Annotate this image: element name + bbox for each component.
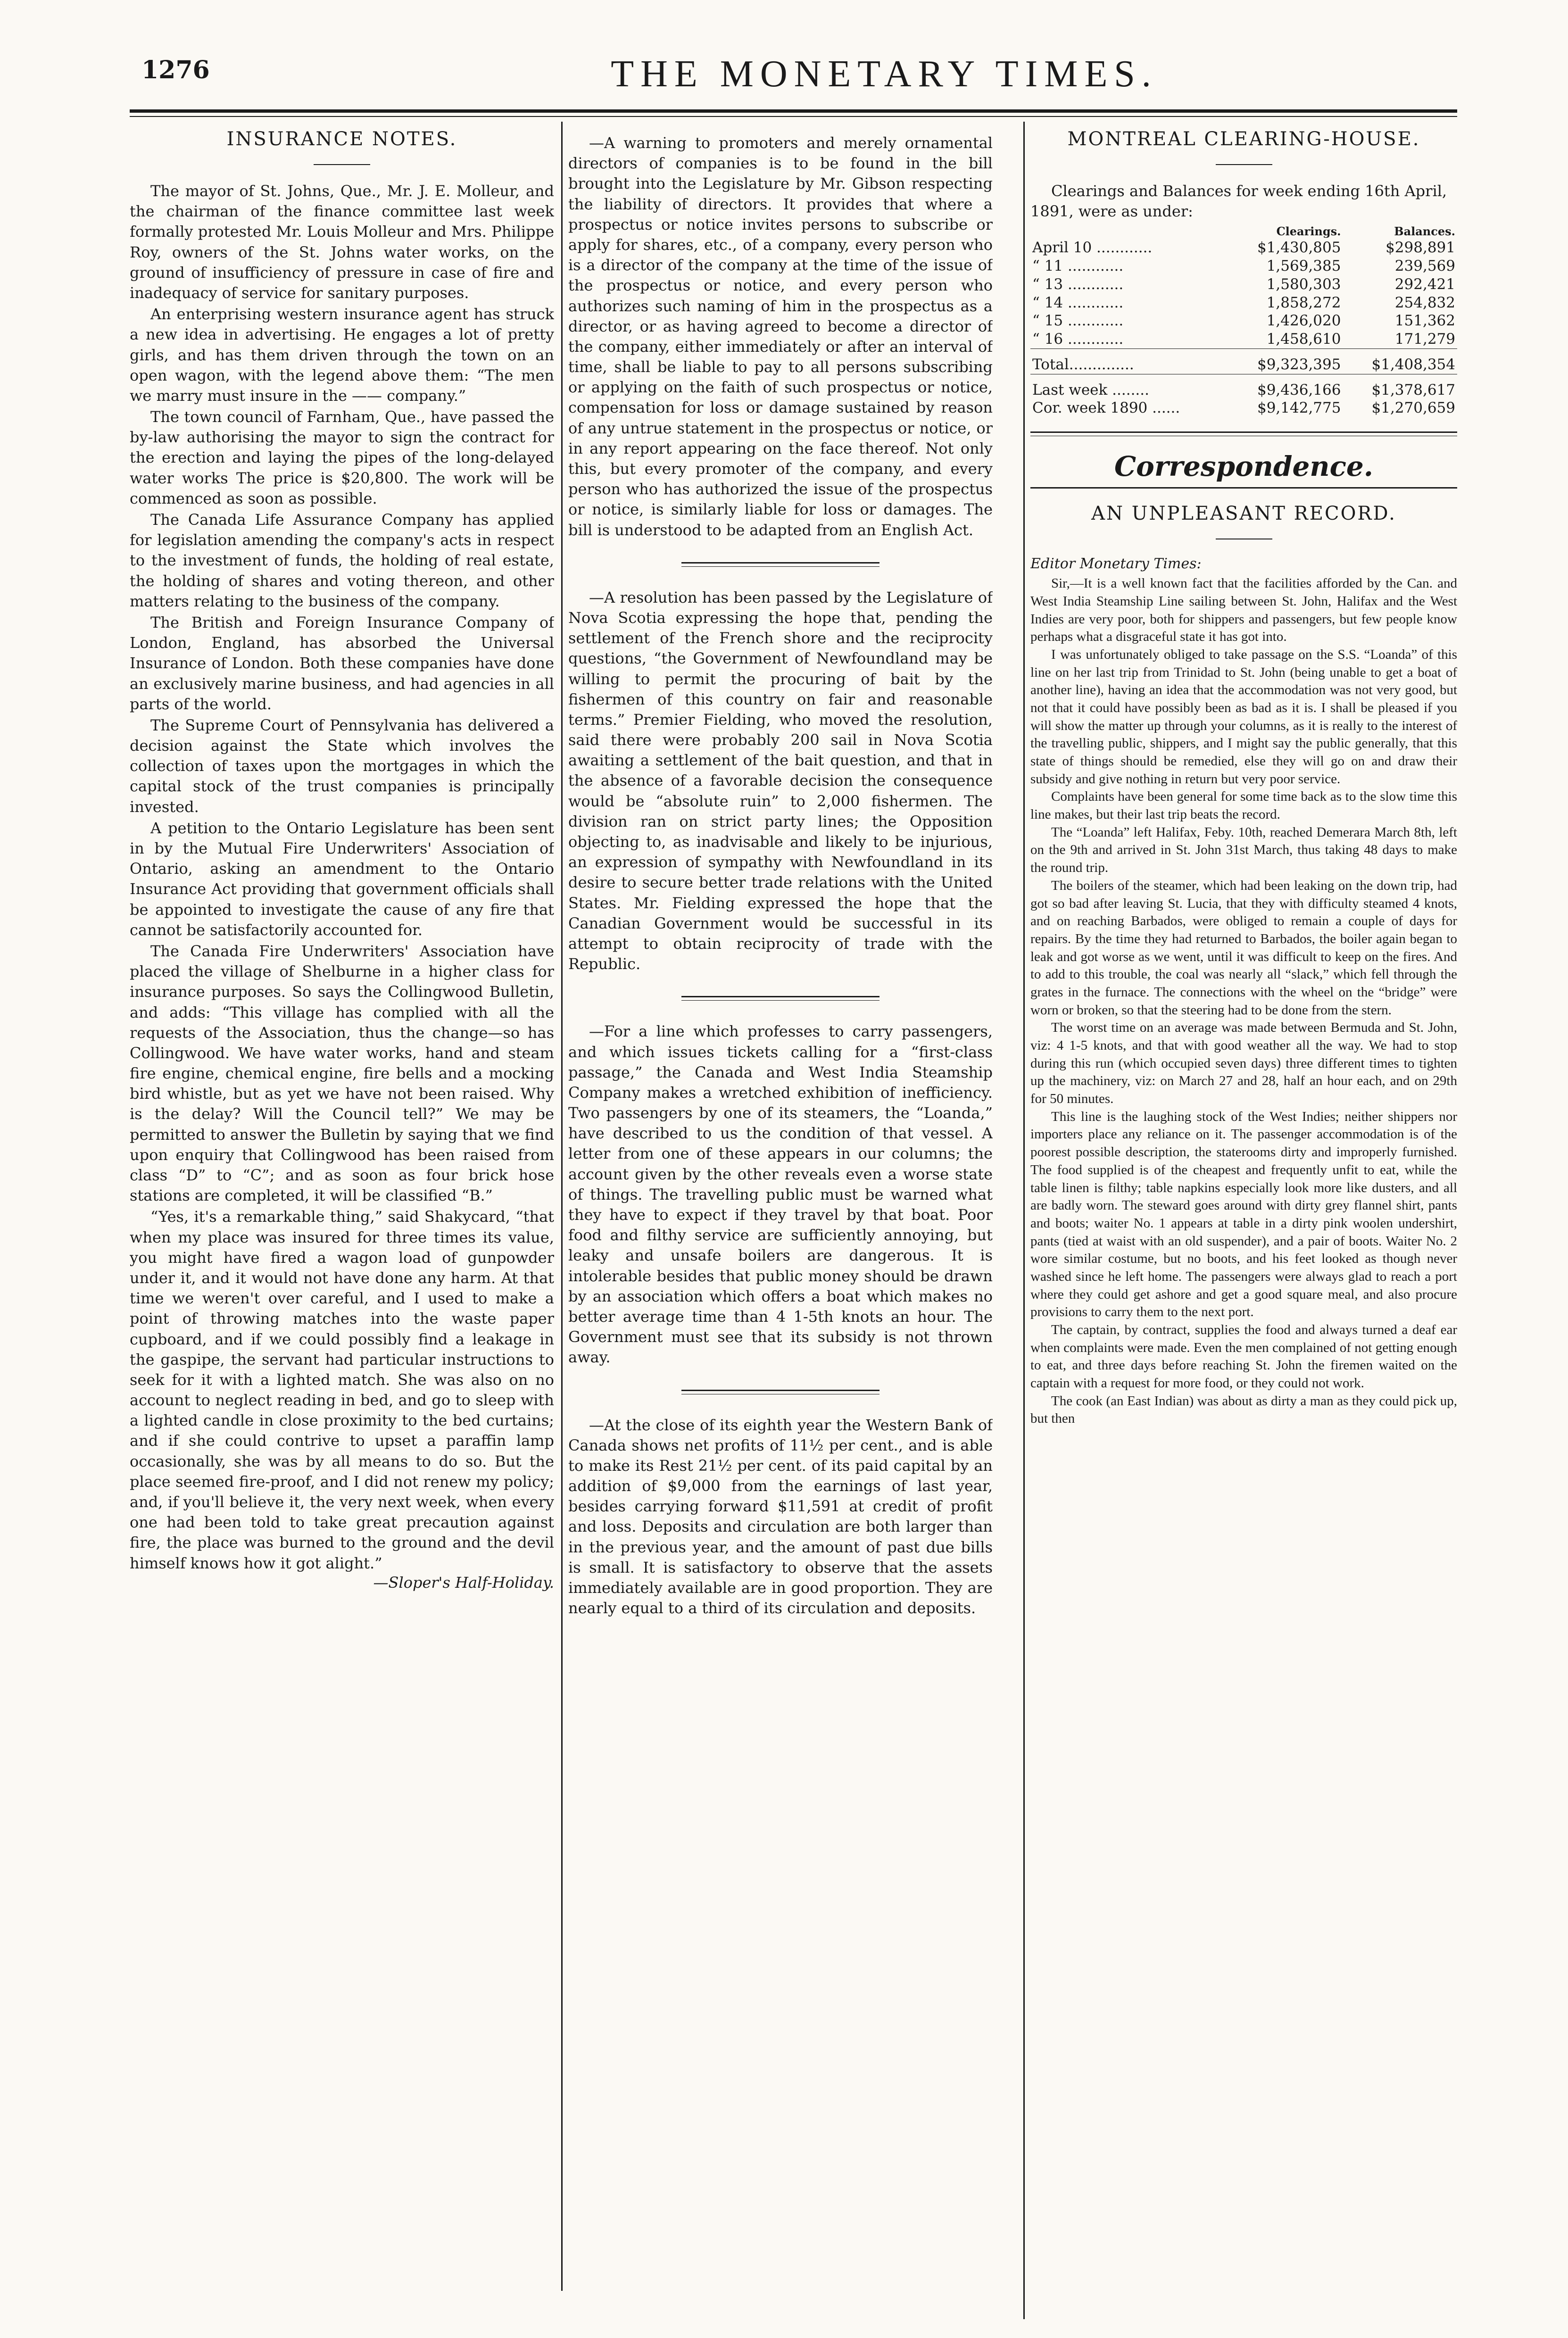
row-date: “ 16 ............: [1032, 331, 1124, 348]
letter-paragraph: The captain, by contract, supplies the food and always turned a deaf ear when complaints were made. Even the men complained of not getting enough to eat, and three days before reaching St. John the firemen waited on the captain with a request for more food, or they could not work.: [1030, 1322, 1457, 1391]
clearing-intro: Clearings and Balances for week ending 16th April, 1891, were as under:: [1030, 182, 1447, 221]
letter-paragraph: The boilers of the steamer, which had been leaking on the down trip, had got so bad after leaving St. Lucia, that they with difficulty steamed 4 knots, and on reaching Barbados, were obliged to remain a couple of days for repairs. By the time they had returned to Barbados, the boiler again began to leak and got worse as we went, until it was difficult to keep on the fires. And to add to this trouble, the coal was nearly all “slack,” which fell through the grates in the furnace. The connections with the wheel on the “bridge” were worn or broken, so that the steering had to be done from the stern.: [1030, 878, 1457, 1018]
column-divider-2: [1023, 122, 1025, 2319]
table-row: [1030, 239, 1457, 257]
total-clearings: $9,323,395: [1228, 348, 1343, 374]
row-clearings: 1,458,610: [1266, 331, 1341, 348]
letter-paragraph: Sir,—It is a well known fact that the facilities afforded by the Can. and West India Steamship Line sailing between St. John, Halifax and the West Indies are very poor, both for shippers and passengers, but few people know perhaps what a disgraceful state it has got into.: [1030, 576, 1457, 645]
correspondence-heading: Correspondence.: [1114, 450, 1373, 483]
row-date: “ 15 ............: [1032, 312, 1124, 330]
row-clearings: 1,569,385: [1266, 257, 1341, 275]
letter-salutation: Editor Monetary Times:: [1030, 555, 1202, 572]
section-title-insurance-notes: INSURANCE NOTES.: [226, 128, 457, 150]
title-rule: [314, 164, 370, 165]
editorial-item-nova-scotia-resolution: —A resolution has been passed by the Legislature of Nova Scotia expressing the hope that, pending the settlement of the French shore and the reciprocity questions, “the Government of Newfoundland may be willing to permit the procuring of bait by the fishermen of this country on fair and reasonable terms.” Premier Fielding, who moved the resolution, said there were probably 200 sail in Nova Scotia awaiting a settlement of the bait question, and that in the absence of a favorable decision the consequence would be “absolute ruin” to 2,000 fishermen. The division ran on strict party lines; the Opposition objecting to, as inadvisable and likely to be injurious, an expression of sympathy with Newfoundland in its desire to secure better trade relations with the United States. Mr. Fielding expressed the hope that the Canadian Government would be successful in its attempt to obtain reciprocity of trade with the Republic.: [568, 588, 993, 973]
row-balances: 171,279: [1394, 331, 1455, 348]
row-date: April 10 ............: [1032, 239, 1153, 257]
insurance-note: A petition to the Ontario Legislature has been sent in by the Mutual Fire Underwriters' Association of Ontario, asking an amendment to the Ontario Insurance Act providing that government officials shall be appointed to investigate the cause of any fire that cannot be satisfactorily accounted for.: [130, 819, 554, 939]
editorial-item-directors-liability: —A warning to promoters and merely ornamental directors of companies is to be found in the bill brought into the Legislature by Mr. Gibson respecting the liability of directors. It provides that where a prospectus or notice invites persons to subscribe or apply for shares, etc., of a company, every person who is a director of the company at the time of the issue of the prospectus or notice, and every person who authorizes such naming of him in the prospectus as a director, or as having agreed to become a director of the company, either immediately or after an interval of time, shall be liable to pay to all persons subscribing or applying on the faith of such prospectus or notice, compensation for loss or damage sustained by reason of any untrue statement in the prospectus or notice, or in any report appearing on the face thereof. Not only this, but every promoter of the company, and every person who has authorized the issue of the prospectus or notice, is similarly liable for loss or damages. The bill is understood to be adapted from an English Act.: [568, 134, 993, 539]
section-rule: [1030, 431, 1457, 433]
total-row: [1030, 348, 1457, 374]
table-row: [1030, 275, 1457, 294]
section-title-clearing-house: MONTREAL CLEARING-HOUSE.: [1067, 128, 1420, 150]
page-number: 1276: [141, 56, 210, 84]
insurance-note: The Canada Life Assurance Company has applied for legislation amending the company's acts in respect to the investment of funds, the holding of real estate, the holding of shares and voting thereon, and other matters relating to the business of the company.: [130, 511, 554, 610]
letter-paragraph: This line is the laughing stock of the West Indies; neither shippers nor importers place any reliance on it. The passenger accommodation is of the poorest possible description, the staterooms dirty and improperly furnished. The food supplied is of the cheapest and frequently unfit to eat, while the table linen is filthy; table napkins especially look more like dusters, and all are badly worn. The steward goes around with dirty grey flannel shirt, pants and boots; waiter No. 1 appears at table in a dirty pink woolen undershirt, pants (tied at waist with an old suspender), and a pair of boots. Waiter No. 2 wore similar costume, but no boots, and his feet looked as though never washed since he left home. The passengers were always glad to reach a port where they could get ashore and get a good square meal, and also procure provisions to carry them to the next port.: [1030, 1109, 1457, 1320]
cor-week-label: Cor. week 1890 ......: [1032, 399, 1180, 417]
cor-week-clearings: $9,142,775: [1257, 399, 1341, 417]
letter-paragraph: Complaints have been general for some time back as to the slow time this line makes, but their last trip beats the record.: [1030, 789, 1457, 822]
cor-week-row: [1030, 399, 1457, 417]
row-clearings: 1,858,272: [1266, 294, 1341, 311]
insurance-note: The town council of Farnham, Que., have passed the by-law authorising the mayor to sign the contract for the erection and laying the pipes of the long-delayed water works The price is $20,800. The work will be commenced as soon as possible.: [130, 408, 554, 507]
clearing-header-row: [1030, 224, 1457, 239]
insurance-note: The British and Foreign Insurance Company of London, England, has absorbed the Universal Insurance of London. Both these companies have done an exclusively marine business, and had agencies in all parts of the world.: [130, 613, 554, 713]
cor-week-balances: $1,270,659: [1371, 399, 1455, 417]
clearings-column-header: Clearings.: [1276, 224, 1341, 239]
total-balances: $1,408,354: [1343, 348, 1457, 374]
editorial-item-steamship-line: —For a line which professes to carry passengers, and which issues tickets calling for a “first-class passage,” the Canada and West India Steamship Company makes a wretched exhibition of inefficiency. Two passengers by one of its steamers, the “Loanda,” have described to us the condition of that vessel. A letter from one of these appears in our columns; the account given by the other reveals even a worse state of things. The travelling public must be warned what they have to expect if they travel by that boat. Poor food and filthy service are sufficiently annoying, but leaky and unsafe boilers are dangerous. It is intolerable besides that public money should be drawn by an association which offers a boat which makes no better average time than 4 1-5th knots an hour. The Government must see that its subsidy is not thrown away.: [568, 1022, 993, 1367]
last-week-label: Last week ........: [1030, 374, 1228, 399]
clearing-table: [1030, 224, 1457, 417]
last-week-balances: $1,378,617: [1343, 374, 1457, 399]
insurance-note: The Supreme Court of Pennsylvania has delivered a decision against the State which involves the collection of taxes upon the mortgages in which the capital stock of the trust companies is principally invested.: [130, 716, 554, 816]
insurance-note: The mayor of St. Johns, Que., Mr. J. E. Molleur, and the chairman of the finance committee last week formally protested Mr. Louis Molleur and Mrs. Philippe Roy, owners of the St. Johns water works, on the ground of insufficiency of pressure in case of fire and inadequacy of service for sanitary purposes.: [130, 182, 554, 302]
letter-paragraph: The worst time on an average was made between Bermuda and St. John, viz: 4 1-5 knots, and that with good weather all the way. We had to stop during this run (which occupied seven days) three different times to tighten up the machinery, viz: on March 27 and 28, half an hour each, and on 29th for 50 minutes.: [1030, 1020, 1457, 1107]
row-date: “ 13 ............: [1032, 275, 1124, 293]
row-balances: 239,569: [1394, 257, 1455, 275]
row-balances: $298,891: [1385, 239, 1455, 257]
quote-source: —Sloper's Half-Holiday.: [373, 1573, 554, 1592]
story-separator: [681, 562, 879, 567]
row-balances: 254,832: [1394, 294, 1455, 311]
title-rule: [1216, 164, 1272, 165]
row-clearings: $1,430,805: [1257, 239, 1341, 257]
header-rule: [130, 109, 1457, 113]
story-separator: [681, 1390, 879, 1394]
letter-paragraph: I was unfortunately obliged to take passage on the S.S. “Loanda” of this line on her last trip from Trinidad to St. John (being unable to get a boat of another line), having an idea that the accommodation was not very good, but not that it could have possibly been as bad as it is. I shall be pleased if you will show the matter up through your columns, as it is really to the interest of the travelling public, shippers, and I might say the public generally, that this state of things should be remedied, else they will go on and draw their subsidy and give nothing in return but very poor service.: [1030, 647, 1457, 787]
column-clearing-and-correspondence: [1030, 124, 1457, 2321]
letter-paragraph: The cook (an East Indian) was about as dirty a man as they could pick up, but then: [1030, 1393, 1457, 1426]
table-row: [1030, 330, 1457, 348]
balances-column-header: Balances.: [1394, 224, 1455, 239]
insurance-note: “Yes, it's a remarkable thing,” said Shakycard, “that when my place was insured for three times its value, you might have fired a wagon load of gunpowder under it, and it would not have done any harm. At that time we weren't over careful, and I used to make a point of throwing matches into the waste paper cupboard, and if we could possibly find a leakage in the gaspipe, the servant had particular instructions to seek for it with a lighted match. She was also on no account to neglect reading in bed, and go to sleep with a lighted candle in close proximity to the bed curtains; and if she could contrive to upset a paraffin lamp occasionally, she was by all means to do so. But the place seemed fire-proof, and I did not renew my policy; and, if you'll believe it, the very next week, when every one had been told to take great precaution against fire, the place was burned to the ground and the devil himself knows how it got alight.”: [130, 1208, 554, 1572]
row-balances: 151,362: [1394, 312, 1455, 330]
letter-title: AN UNPLEASANT RECORD.: [1091, 503, 1396, 525]
row-clearings: 1,426,020: [1266, 312, 1341, 330]
table-row: [1030, 257, 1457, 275]
insurance-note: An enterprising western insurance agent has struck a new idea in advertising. He engages a lot of pretty girls, and has them driven through the town on an open wagon, with the legend above them: “The men we marry must insure in the —— company.”: [130, 305, 554, 405]
column-editorial-notes: [568, 124, 993, 2321]
section-rule: [1030, 487, 1457, 489]
last-week-row: [1030, 374, 1457, 399]
publication-title: THE MONETARY TIMES.: [611, 53, 1158, 95]
column-divider-1: [561, 122, 563, 2291]
row-date: “ 14 ............: [1032, 294, 1124, 311]
row-balances: 292,421: [1394, 275, 1455, 293]
column-insurance-notes: [130, 124, 554, 2293]
insurance-note: The Canada Fire Underwriters' Association have placed the village of Shelburne in a higher class for insurance purposes. So says the Collingwood Bulletin, and adds: “This village has complied with all the requests of the Association, thus the change—so has Collingwood. We have water works, hand and steam fire engine, chemical engine, fire bells and a mocking bird whistle, but as yet we have not been raised. Why is the delay? Will the Council tell?” We may be permitted to answer the Bulletin by saying that we find upon enquiry that Collingwood has been raised from class “D” to “C”; and as soon as four brick hose stations are completed, it will be classified “B.”: [130, 942, 554, 1205]
row-date: “ 11 ............: [1032, 257, 1124, 275]
row-clearings: 1,580,303: [1266, 275, 1341, 293]
letter-paragraph: The “Loanda” left Halifax, Feby. 10th, reached Demerara March 8th, left on the 9th and arrived in St. John 31st March, thus taking 48 days to make the round trip.: [1030, 824, 1457, 876]
header-rule-thin: [130, 116, 1457, 117]
table-row: [1030, 294, 1457, 312]
last-week-clearings: $9,436,166: [1228, 374, 1343, 399]
story-separator: [681, 996, 879, 1001]
total-label: Total..............: [1030, 348, 1228, 374]
editorial-item-western-bank: —At the close of its eighth year the Western Bank of Canada shows net profits of 11½ per cent., and is able to make its Rest 21½ per cent. of its paid capital by an addition of $9,000 from the earnings of last year, besides carrying forward $11,591 at credit of profit and loss. Deposits and circulation are both larger than in the previous year, and the amount of past due bills is small. It is satisfactory to observe that the assets immediately available are in good proportion. They are nearly equal to a third of its circulation and deposits.: [568, 1416, 993, 1617]
table-row: [1030, 312, 1457, 330]
